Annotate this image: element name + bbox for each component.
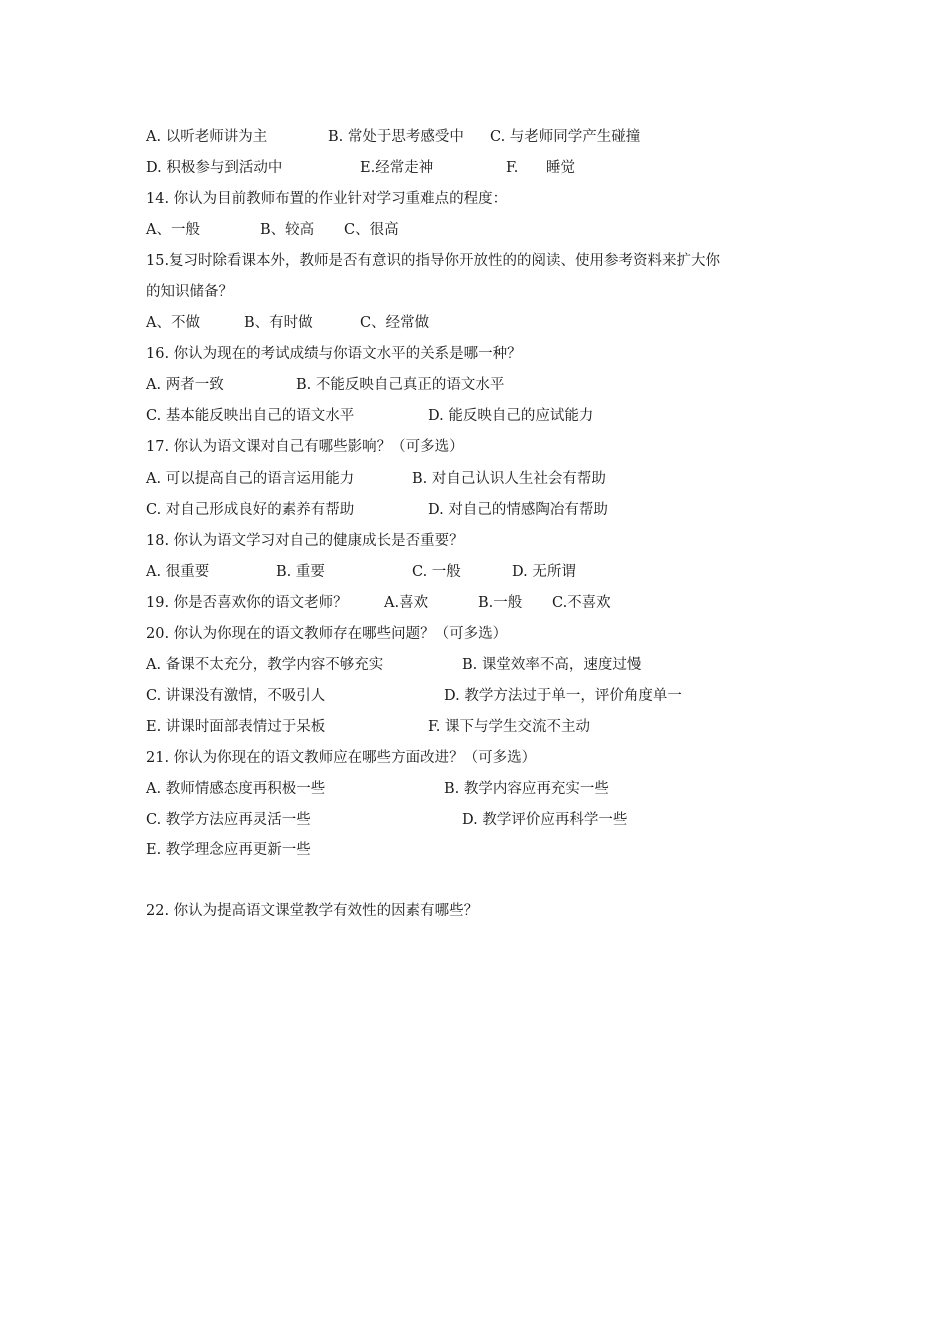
option-b: B. 重要	[276, 564, 325, 580]
option-a: A. 备课不太充分，教学内容不够充实	[146, 657, 384, 673]
option-c: C. 对自己形成良好的素养有帮助	[146, 502, 355, 518]
option-d: D. 积极参与到活动中	[146, 160, 283, 176]
option-c: C. 基本能反映出自己的语文水平	[146, 408, 355, 424]
option-f: F.	[506, 160, 519, 176]
option-d: D. 教学方法过于单一，评价角度单一	[444, 688, 682, 704]
question-15-line-1: 15.复习时除看课本外，教师是否有意识的指导你开放性的的阅读、使用参考资料来扩大你	[146, 253, 721, 269]
option-b: B、较高	[260, 222, 315, 238]
option-a: A. 教师情感态度再积极一些	[146, 781, 326, 797]
option-b: B. 对自己认识人生社会有帮助	[412, 471, 606, 487]
option-a: A. 以听老师讲为主	[146, 129, 268, 145]
question-14: 14. 你认为目前教师布置的作业针对学习重难点的程度：	[146, 191, 508, 207]
option-b: B. 常处于思考感受中	[328, 129, 464, 145]
option-d: D. 无所谓	[512, 564, 576, 580]
option-e: E.经常走神	[360, 160, 434, 176]
option-e: E. 讲课时面部表情过于呆板	[146, 719, 326, 735]
question-21: 21. 你认为你现在的语文教师应在哪些方面改进？（可多选）	[146, 750, 537, 766]
question-15-line-2: 的知识储备？	[146, 284, 233, 300]
option-a: A. 两者一致	[146, 377, 224, 393]
option-f: F. 课下与学生交流不主动	[428, 719, 591, 735]
option-a: A、一般	[146, 222, 200, 238]
question-18: 18. 你认为语文学习对自己的健康成长是否重要？	[146, 533, 464, 549]
question-20: 20. 你认为你现在的语文教师存在哪些问题？（可多选）	[146, 626, 508, 642]
option-d: D. 教学评价应再科学一些	[462, 812, 628, 828]
question-19-text: 19. 你是否喜欢你的语文老师？	[146, 595, 348, 611]
option-c: C. 一般	[412, 564, 461, 580]
option-a: A、不做	[146, 315, 200, 331]
option-b: B.一般	[478, 595, 523, 611]
option-c: C. 教学方法应再灵活一些	[146, 812, 311, 828]
option-a: A. 可以提高自己的语言运用能力	[146, 471, 355, 487]
option-e: E. 教学理念应再更新一些	[146, 842, 311, 858]
option-d: D. 能反映自己的应试能力	[428, 408, 594, 424]
option-c: C. 与老师同学产生碰撞	[490, 129, 641, 145]
option-c: C.不喜欢	[552, 595, 611, 611]
question-16: 16. 你认为现在的考试成绩与你语文水平的关系是哪一种？	[146, 346, 522, 362]
option-b: B. 课堂效率不高，速度过慢	[462, 657, 642, 673]
option-c: C. 讲课没有激情，不吸引人	[146, 688, 326, 704]
question-22: 22. 你认为提高语文课堂教学有效性的因素有哪些？	[146, 903, 479, 919]
option-c: C、经常做	[360, 315, 430, 331]
option-a: A.喜欢	[384, 595, 429, 611]
option-c: C、很高	[344, 222, 399, 238]
option-b: B. 不能反映自己真正的语文水平	[296, 377, 505, 393]
option-f-text: 睡觉	[546, 160, 575, 176]
option-b: B、有时做	[244, 315, 313, 331]
option-a: A. 很重要	[146, 564, 210, 580]
question-17: 17. 你认为语文课对自己有哪些影响？（可多选）	[146, 439, 464, 455]
option-d: D. 对自己的情感陶冶有帮助	[428, 502, 608, 518]
option-b: B. 教学内容应再充实一些	[444, 781, 609, 797]
